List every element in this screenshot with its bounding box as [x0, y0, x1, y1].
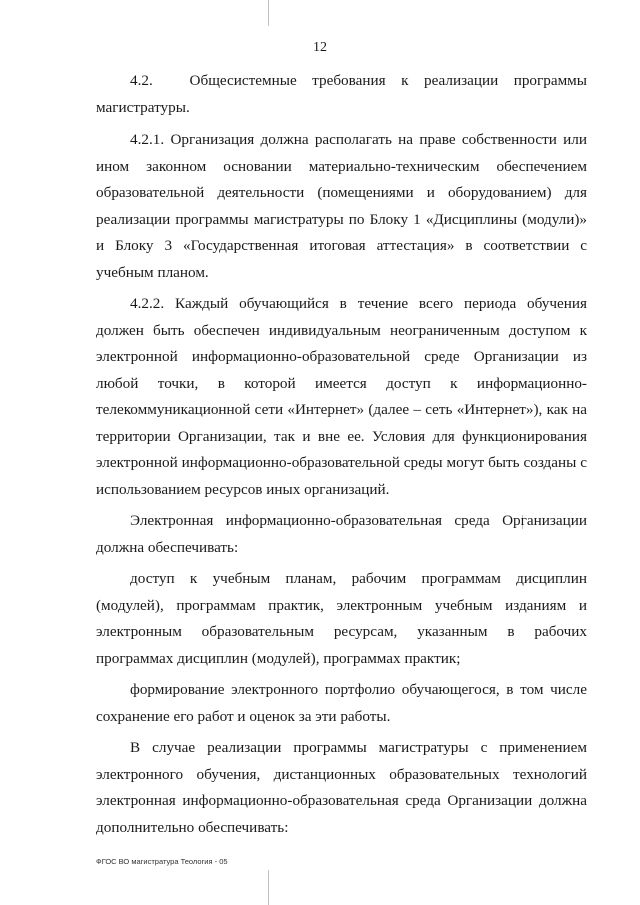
paragraph-access: доступ к учебным планам, рабочим программам дисциплин (модулей), программам практик, электронным учебным изданиям и электронным образовательным ресурсам, указанным в рабочих программах дисциплин (модулей), программах практик;	[96, 570, 587, 667]
paragraph-4-2-2: 4.2.2. Каждый обучающийся в течение всего периода обучения должен быть обеспечен индивидуальным неограниченным доступом к электронной информационно-образовательной среде Организации из любой точки, в которой имеется доступ к информационно-телекоммуникационной сети «Интернет» (далее – сеть «Интернет»), как на территории Организации, так и вне ее. Условия для функционирования электронной информационно-образовательной среды могут быть созданы с использованием ресурсов иных организаций.	[96, 295, 587, 498]
paragraph-distance-learning: В случае реализации программы магистратуры с применением электронного обучения, дистанционных образовательных технологий электронная информационно-образовательная среда Организации должна дополнительно обеспечивать:	[96, 739, 587, 836]
section-heading	[96, 68, 587, 121]
paragraph-4-2-1: 4.2.1. Организация должна располагать на праве собственности или ином законном основании материально-техническим обеспечением образовательной деятельности (помещениями и оборудованием) для реализации программы магистратуры по Блоку 1 «Дисциплины (модули)» и Блоку 3 «Государственная итоговая аттестация» в соответствии с учебным планом.	[96, 131, 587, 281]
document-body	[96, 68, 587, 846]
paragraph-eios-requirements: Электронная информационно-образовательная среда Организации должна обеспечивать:	[96, 512, 587, 556]
section-number: 4.2.	[130, 72, 153, 89]
footer-text: ФГОС ВО магистратура Теология - 05	[96, 857, 228, 866]
scan-artifact-bottom	[268, 870, 269, 905]
scan-artifact-top	[268, 0, 269, 26]
page-number: 12	[313, 40, 327, 55]
paragraph-portfolio: формирование электронного портфолио обучающегося, в том числе сохранение его работ и оценок за эти работы.	[96, 681, 587, 725]
section-title: Общесистемные требования к реализации программы магистратуры.	[96, 72, 587, 116]
